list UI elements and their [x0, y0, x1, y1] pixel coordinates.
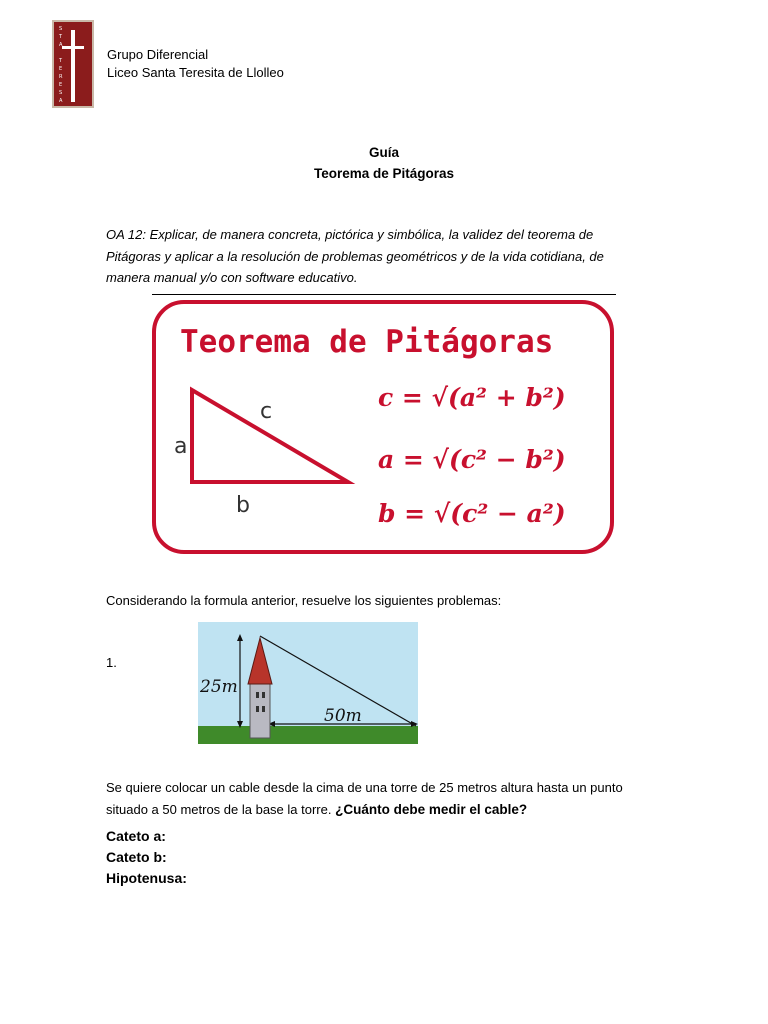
side-c-label: c — [260, 399, 273, 424]
formula-heading: Teorema de Pitágoras — [180, 324, 554, 360]
cateto-a-label: Cateto a: — [106, 828, 166, 844]
problem-question: ¿Cuánto debe medir el cable? — [335, 801, 528, 817]
hipotenusa-label: Hipotenusa: — [106, 870, 187, 886]
school-name: Liceo Santa Teresita de Llolleo — [107, 65, 284, 80]
tower-body — [250, 684, 270, 738]
page-title — [0, 142, 768, 184]
formula-a: a = √(c² − b²) — [378, 445, 566, 474]
side-a-label: a — [174, 434, 188, 459]
svg-text:T: T — [59, 34, 63, 40]
svg-text:A: A — [59, 42, 63, 48]
svg-text:S: S — [59, 90, 63, 96]
cateto-b-label: Cateto b: — [106, 849, 167, 865]
instructions: Considerando la formula anterior, resuelve los siguientes problemas: — [106, 593, 502, 608]
problem-statement — [106, 777, 666, 820]
svg-text:A: A — [59, 98, 63, 104]
answer-section — [106, 826, 187, 889]
distance-label: 50m — [324, 706, 362, 726]
svg-text:S: S — [59, 26, 63, 32]
svg-text:T: T — [59, 58, 63, 64]
pythagoras-formula-graphic — [152, 300, 616, 556]
learning-objective: OA 12: Explicar, de manera concreta, pictórica y simbólica, la validez del teorema de Pitágoras y aplicar a la resolución de problemas geométricos y de la vida cotidiana, de manera manual y/o con software educativo. — [106, 227, 604, 285]
svg-text:E: E — [59, 66, 63, 72]
side-b-label: b — [236, 493, 250, 518]
divider — [152, 294, 616, 295]
title-guide: Guía — [368, 145, 399, 160]
school-logo — [52, 20, 94, 108]
height-label: 25m — [200, 677, 238, 697]
formula-c: c = √(a² + b²) — [378, 383, 566, 412]
svg-text:E: E — [59, 82, 63, 88]
ground — [198, 726, 418, 744]
formula-b: b = √(c² − a²) — [378, 499, 566, 528]
school-header — [107, 46, 284, 82]
cross-icon — [54, 22, 92, 106]
tower-illustration — [198, 622, 418, 744]
svg-text:R: R — [59, 74, 63, 80]
problem-number: 1. — [106, 655, 117, 670]
title-topic: Teorema de Pitágoras — [313, 166, 455, 181]
problem-text: Se quiere colocar un cable desde la cima de una torre de 25 metros altura hasta un punto situado a 50 metros de la base la torre. — [106, 780, 623, 817]
school-group: Grupo Diferencial — [107, 47, 209, 62]
